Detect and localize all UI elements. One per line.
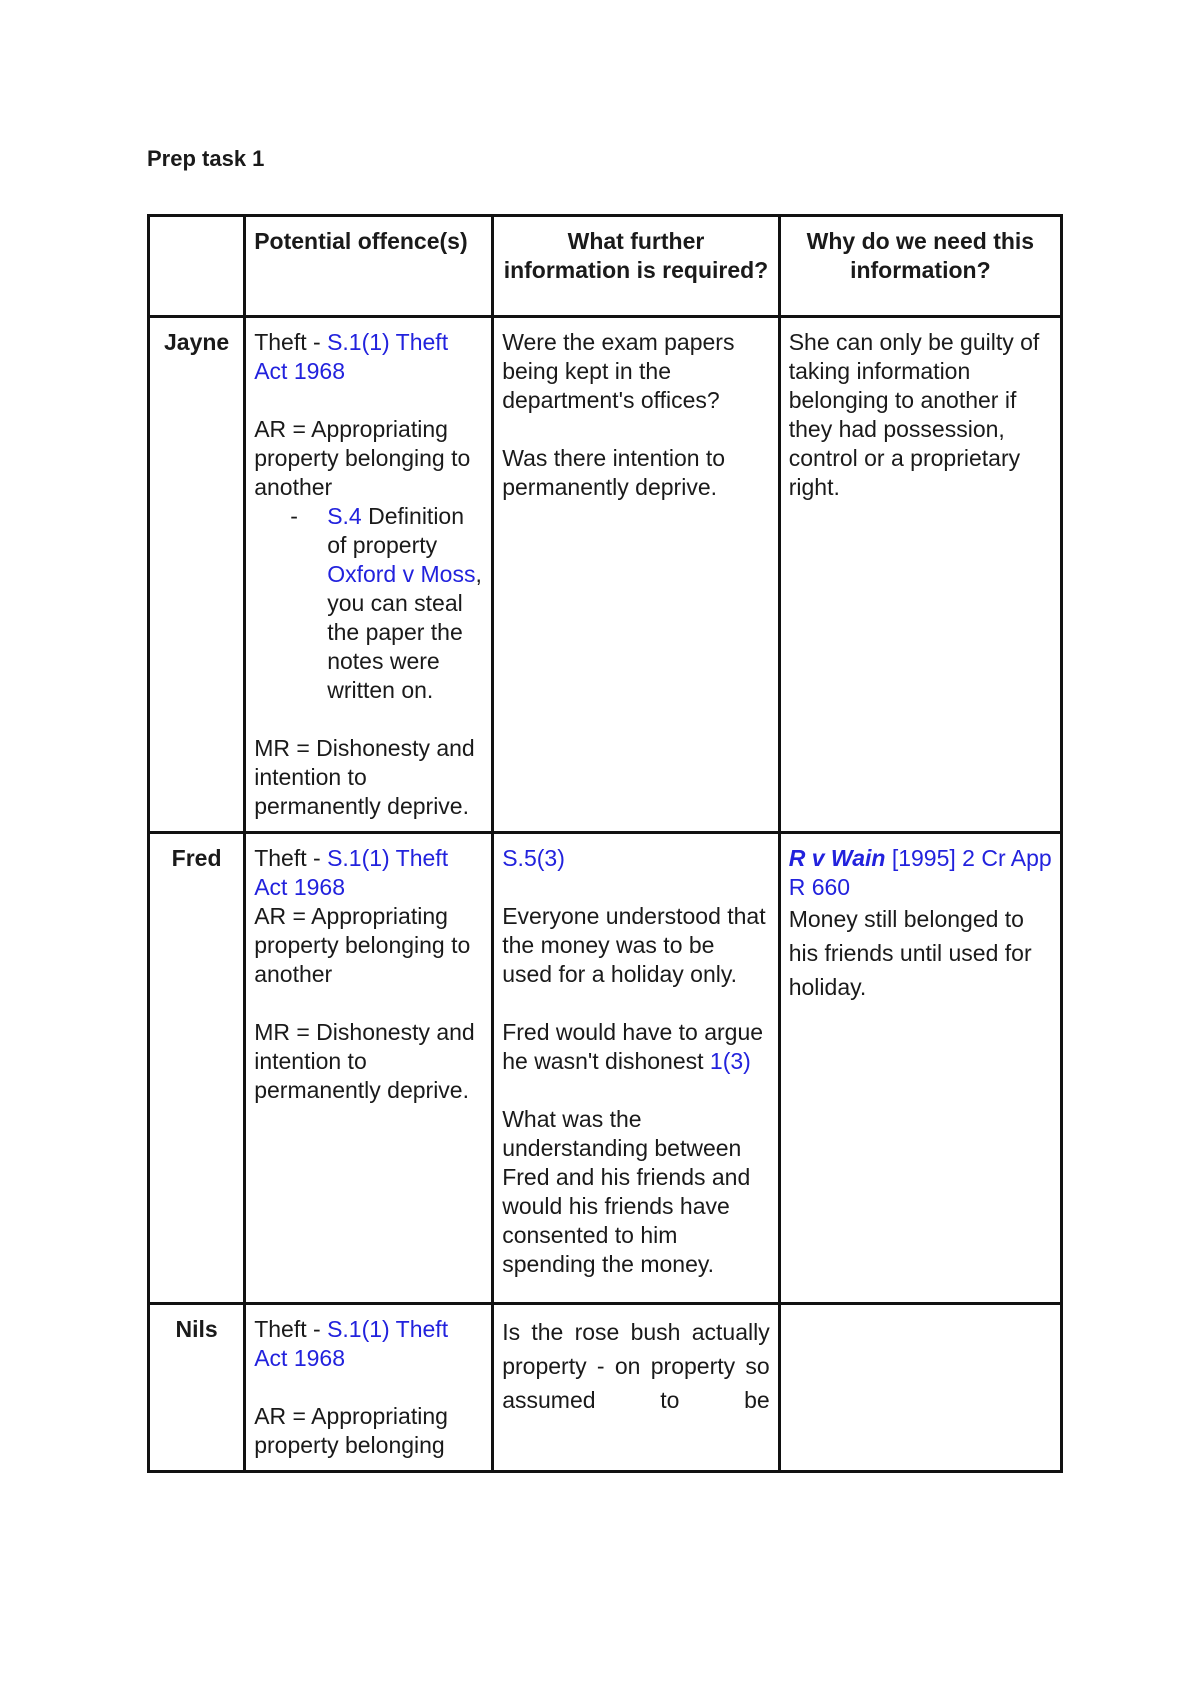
nils-info-cell [493,1304,780,1472]
oxford-v-moss-link[interactable]: Oxford v Moss [327,561,476,587]
dash-bullet: - [290,503,298,529]
fred-why-cell [779,833,1061,1304]
case-citation[interactable]: [1995] 2 Cr App R 660 [788,845,1052,900]
table-row-fred [149,833,1062,1304]
table-row-jayne [149,317,1062,833]
info-2-text: Fred would have to argue he wasn't dishonest [502,1019,764,1074]
header-offence: Potential offence(s) [245,216,493,317]
jayne-ar-text: AR = Appropriating property belonging to another [254,416,471,500]
nils-why-cell [779,1304,1061,1472]
fred-why-text: Money still belonged to his friends until used for holiday. [788,906,1032,1000]
jayne-offence-cell [245,317,493,833]
row-name-fred: Fred [149,833,245,1304]
jayne-property-bullet [254,502,483,705]
prep-task-table [147,214,1063,1473]
nils-offence-cell [245,1304,493,1472]
theft-label: Theft - [254,329,328,355]
fred-case-line [789,844,1052,902]
fred-info-1: Everyone understood that the money was to be used for a holiday only. [502,903,766,987]
fred-ar-text: AR = Appropriating property belonging to another [254,903,471,987]
theft-act-link[interactable]: S.1(1) Theft Act 1968 [254,329,449,384]
theft-label: Theft - [254,1316,328,1342]
fred-theft-line [254,844,483,902]
jayne-theft-line [254,328,483,386]
header-row [149,216,1062,317]
nils-info-text: Is the rose bush actually property - on property so assumed to be [502,1319,770,1413]
header-info: What further information is required? [493,216,780,317]
nils-ar-text: AR = Appropriating property belonging [254,1403,448,1458]
fred-offence-cell [245,833,493,1304]
jayne-why-cell: She can only be guilty of taking information belonging to another if they had possession, control or a proprietary right. [779,317,1061,833]
row-name-jayne: Jayne [149,317,245,833]
s4-link[interactable]: S.4 [327,503,362,529]
case-text: , you can steal the paper the notes were written on. [327,561,482,703]
header-blank-cell [149,216,245,317]
r-v-wain-link[interactable]: R v Wain [788,845,886,871]
fred-info-cell [493,833,780,1304]
row-name-nils: Nils [149,1304,245,1472]
table-row-nils [149,1304,1062,1472]
fred-mr-text: MR = Dishonesty and intention to permanently deprive. [254,1019,475,1103]
jayne-info-1: Were the exam papers being kept in the department's offices? [502,329,735,413]
theft-act-link[interactable]: S.1(1) Theft Act 1968 [254,1316,449,1371]
theft-act-link[interactable]: S.1(1) Theft Act 1968 [254,845,449,900]
section-1-3-link[interactable]: 1(3) [709,1048,751,1074]
jayne-info-cell [493,317,780,833]
jayne-mr-text: MR = Dishonesty and intention to permanently deprive. [254,735,475,819]
header-why: Why do we need this information? [779,216,1061,317]
nils-theft-line [254,1315,483,1373]
theft-label: Theft - [254,845,328,871]
jayne-info-2: Was there intention to permanently deprive. [502,445,726,500]
s4-text: Definition of property [327,503,465,558]
fred-info-3: What was the understanding between Fred and his friends and would his friends have consented to him spending the money. [502,1106,751,1277]
fred-info-2 [502,1018,770,1076]
s5-3-link[interactable]: S.5(3) [502,845,565,871]
page-title: Prep task 1 [147,146,265,171]
